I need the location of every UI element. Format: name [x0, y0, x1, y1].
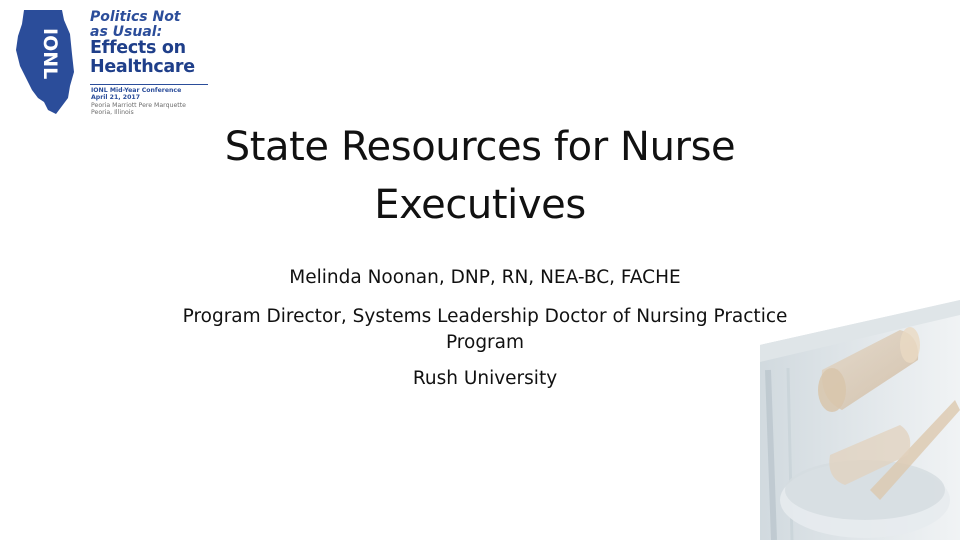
logo-divider: [90, 84, 208, 85]
presenter-institution: Rush University: [412, 368, 558, 389]
slide-title: State Resources for Nurse Executives: [224, 124, 736, 228]
slide-subtitle: [180, 264, 790, 392]
presenter-name: Melinda Noonan, DNP, RN, NEA-BC, FACHE: [289, 267, 681, 288]
logo-title-line: Effects on: [90, 38, 186, 59]
logo-title-line: Healthcare: [90, 56, 195, 77]
logo-title-line: as Usual:: [90, 23, 163, 40]
presenter-role: Program Director, Systems Leadership Doctor of Nursing Practice Program: [182, 306, 788, 353]
logo-conference-info: [91, 87, 186, 116]
logo-title: [90, 10, 195, 76]
conference-logo: [14, 6, 214, 118]
conference-name: IONL Mid-Year Conference: [91, 87, 182, 94]
conference-date: April 21, 2017: [91, 94, 141, 102]
conference-venue: Peoria Marriott Pere Marquette: [91, 101, 186, 109]
conference-city: Peoria, Illinois: [91, 108, 134, 116]
logo-state-letters: IONL: [39, 28, 61, 80]
logo-title-line: Politics Not: [90, 9, 181, 25]
illinois-map-icon: [14, 6, 84, 116]
gavel-on-book-icon: [760, 260, 960, 540]
